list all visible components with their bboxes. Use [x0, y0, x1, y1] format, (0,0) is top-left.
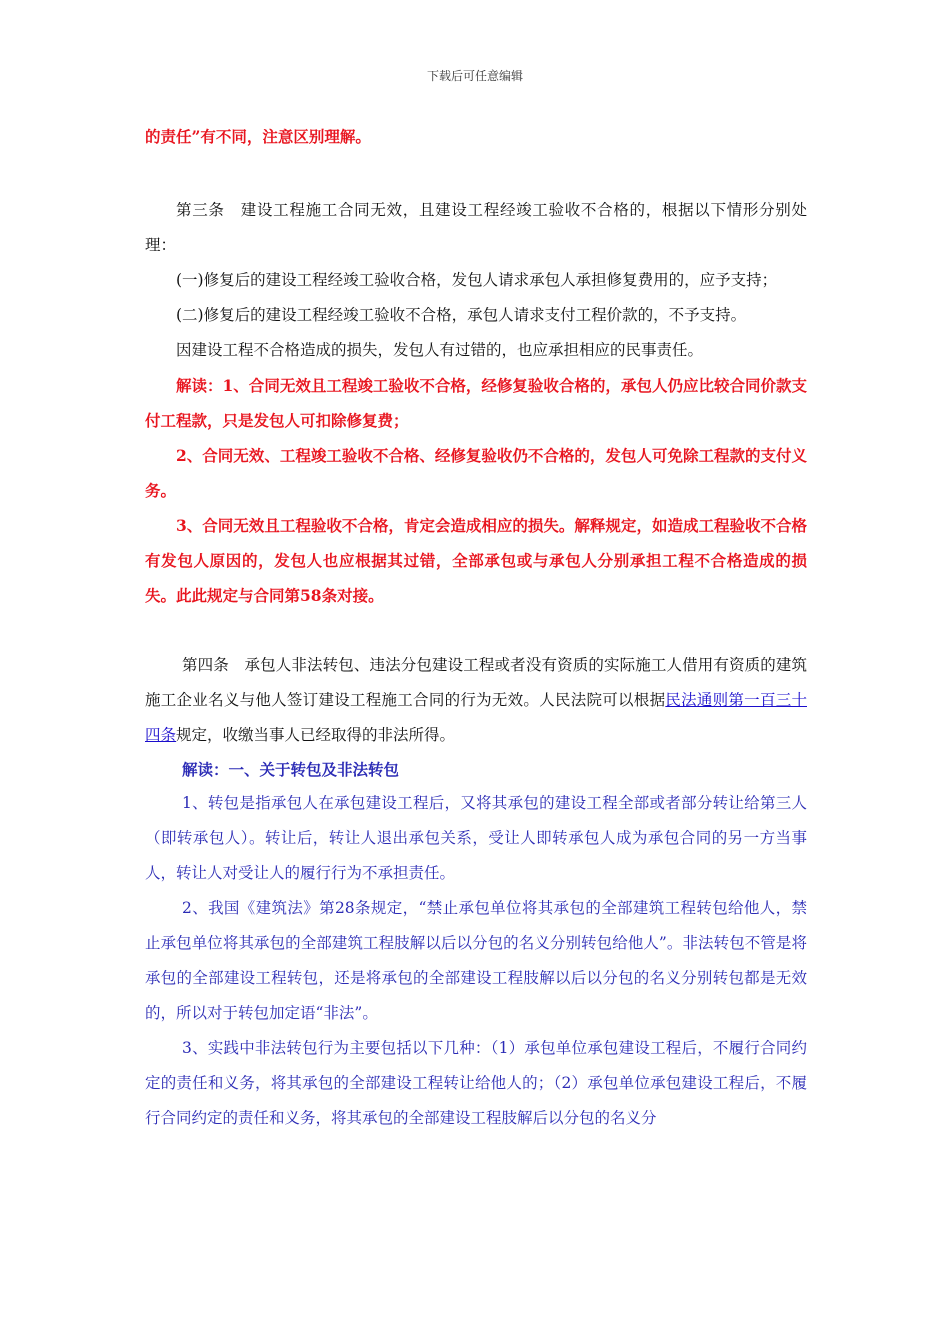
- spacer: [145, 613, 807, 648]
- article-4: [145, 648, 807, 753]
- article-3-item-2: (二)修复后的建设工程经竣工验收不合格，承包人请求支付工程价款的，不予支持。: [176, 306, 747, 324]
- paragraph-continuation: 的责任”有不同，注意区别理解。: [145, 127, 371, 146]
- interpretation-3-point-2: 2、合同无效、工程竣工验收不合格、经修复验收仍不合格的，发包人可免除工程款的支付义务。: [145, 446, 807, 500]
- interpretation-4-title: 解读：一、关于转包及非法转包: [182, 760, 400, 779]
- page-header: 下载后可任意编辑: [426, 69, 523, 83]
- spacer: [145, 154, 807, 193]
- interpretation-3-point-1: 解读：1、合同无效且工程竣工验收不合格，经修复验收合格的，承包人仍应比较合同价款支付工程款，只是发包人可扣除修复费；: [145, 376, 807, 430]
- article-3-item-3: 因建设工程不合格造成的损失，发包人有过错的，也应承担相应的民事责任。: [176, 341, 704, 359]
- article-3: 第三条 建设工程施工合同无效，且建设工程经竣工验收不合格的，根据以下情形分别处理：: [145, 201, 807, 254]
- civil-law-link[interactable]: 民法通则第一百三十四条: [145, 691, 807, 744]
- article-4-text: 第四条 承包人非法转包、违法分包建设工程或者没有资质的实际施工人借用有资质的建筑施工企业名义与他人签订建设工程施工合同的行为无效。人民法院可以根据: [145, 656, 807, 709]
- document-body: [145, 119, 807, 1136]
- article-4-text-end: 规定，收缴当事人已经取得的非法所得。: [176, 726, 456, 744]
- interpretation-3-point-3: 3、合同无效且工程验收不合格，肯定会造成相应的损失。解释规定，如造成工程验收不合格有发包人原因的，发包人也应根据其过错，全部承包或与承包人分别承担工程不合格造成的损失。此此规定与合同第58条对接。: [145, 516, 807, 605]
- interpretation-4-point-1: 1、转包是指承包人在承包建设工程后，又将其承包的建设工程全部或者部分转让给第三人（即转承包人）。转让后，转让人退出承包关系，受让人即转承包人成为承包合同的另一方当事人，转让人对受让人的履行行为不承担责任。: [145, 794, 807, 882]
- article-3-item-1: (一)修复后的建设工程经竣工验收合格，发包人请求承包人承担修复费用的，应予支持；: [176, 271, 778, 289]
- interpretation-4-point-2: 2、我国《建筑法》第28条规定，“禁止承包单位将其承包的全部建筑工程转包给他人，禁止承包单位将其承包的全部建筑工程肢解以后以分包的名义分别转包给他人”。非法转包不管是将承包的全部建设工程转包，还是将承包的全部建设工程肢解以后以分包的名义分别转包都是无效的，所以对于转包加定语“非法”。: [145, 899, 807, 1022]
- interpretation-4-point-3: 3、实践中非法转包行为主要包括以下几种：（1）承包单位承包建设工程后，不履行合同约定的责任和义务，将其承包的全部建设工程转让给他人的；（2）承包单位承包建设工程后，不履行合同约定的责任和义务，将其承包的全部建设工程肢解后以分包的名义分: [145, 1039, 807, 1127]
